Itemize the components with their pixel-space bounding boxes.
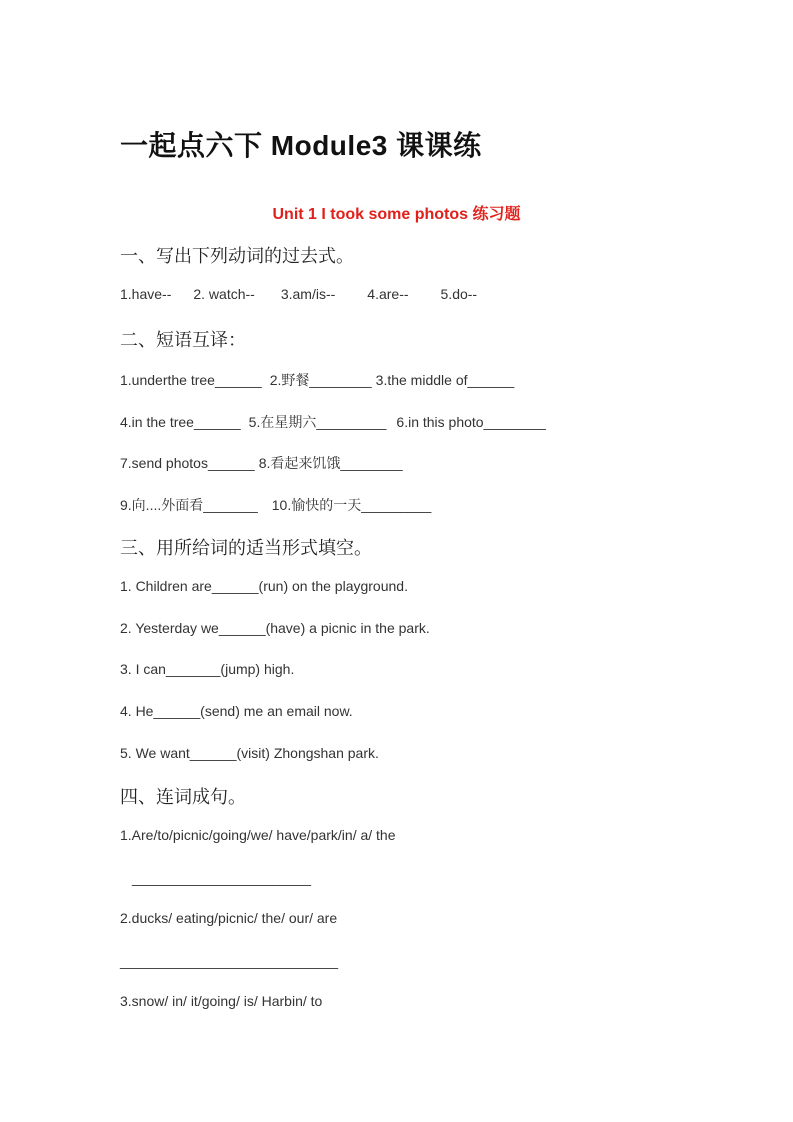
verb-item: 1.have-- (120, 286, 172, 302)
fill-blank-item: 5. We want______(visit) Zhongshan park. (120, 745, 379, 761)
phrase-item: 10.愉快的一天_________ (271, 497, 432, 513)
phrase-row-3 (120, 453, 403, 473)
fill-blank-item: 2. Yesterday we______(have) a picnic in the park. (120, 620, 430, 636)
section-1-items (120, 286, 477, 302)
phrase-item: 1.underthe tree______ (120, 372, 262, 388)
verb-item: 2. watch-- (193, 286, 255, 302)
verb-item: 5.do-- (440, 286, 478, 302)
phrase-row-1 (120, 370, 514, 390)
verb-item: 3.am/is-- (280, 286, 336, 302)
word-order-item: 1.Are/to/picnic/going/we/ have/park/in/ a/ the (120, 827, 396, 843)
fill-blank-item: 3. I can_______(jump) high. (120, 661, 295, 677)
section-3-heading: 三、用所给词的适当形式填空。 (120, 538, 372, 559)
answer-line: ____________________________ (120, 953, 339, 969)
phrase-item: 9.向....外面看_______ (120, 497, 258, 513)
phrase-item: 4.in the tree______ (120, 414, 241, 430)
phrase-item: 8.看起来饥饿________ (258, 455, 403, 471)
phrase-item: 3.the middle of______ (375, 372, 515, 388)
section-2-heading: 二、短语互译： (120, 330, 246, 351)
verb-item: 4.are-- (367, 286, 409, 302)
phrase-item: 6.in this photo________ (396, 414, 546, 430)
phrase-row-2 (120, 412, 546, 432)
section-4-heading: 四、连词成句。 (120, 787, 246, 808)
phrase-item: 5.在星期六_________ (248, 414, 387, 430)
unit-subtitle: Unit 1 I took some photos 练习题 (272, 206, 521, 223)
page-title: 一起点六下 Module3 课课练 (120, 130, 482, 161)
answer-line: _______________________ (132, 870, 312, 886)
word-order-item: 2.ducks/ eating/picnic/ the/ our/ are (120, 910, 338, 926)
fill-blank-item: 4. He______(send) me an email now. (120, 703, 353, 719)
phrase-item: 2.野餐________ (269, 372, 372, 388)
fill-blank-item: 1. Children are______(run) on the playground. (120, 578, 408, 594)
phrase-item: 7.send photos______ (120, 455, 255, 471)
word-order-item: 3.snow/ in/ it/going/ is/ Harbin/ to (120, 993, 323, 1009)
section-1-heading: 一、写出下列动词的过去式。 (120, 246, 354, 267)
phrase-row-4 (120, 495, 431, 515)
